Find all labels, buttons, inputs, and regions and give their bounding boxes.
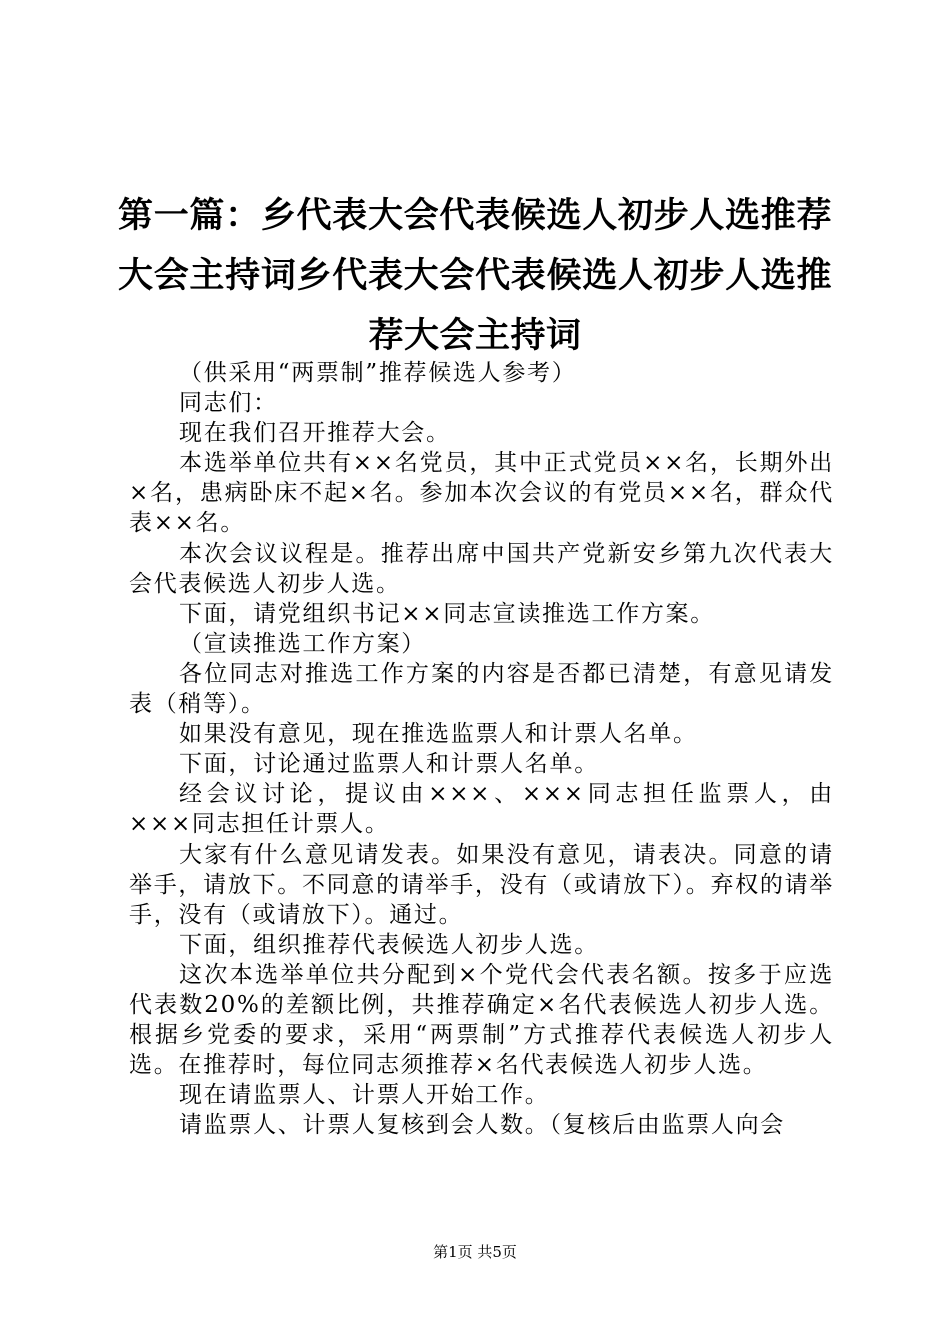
paragraph: 各位同志对推选工作方案的内容是否都已清楚，有意见请发表（稍等）。 bbox=[129, 660, 834, 718]
paragraph: 这次本选举单位共分配到×个党代会代表名额。按多于应选代表数20%的差额比例，共推荐确定×名代表候选人初步人选。根据乡党委的要求，采用“两票制”方式推荐代表候选人初步人选。在推荐时，每位同志须推荐×名代表候选人初步人选。 bbox=[129, 961, 834, 1079]
paragraph: 本次会议议程是。推荐出席中国共产党新安乡第九次代表大会代表候选人初步人选。 bbox=[129, 540, 834, 597]
document-body bbox=[129, 358, 834, 1140]
paragraph: （宣读推选工作方案） bbox=[179, 630, 426, 657]
paragraph: （供采用“两票制”推荐候选人参考） bbox=[179, 360, 577, 386]
paragraph: 下面，请党组织书记××同志宣读推选工作方案。 bbox=[179, 600, 715, 627]
paragraph: 现在请监票人、计票人开始工作。 bbox=[179, 1082, 550, 1109]
paragraph: 现在我们召开推荐大会。 bbox=[179, 420, 451, 447]
paragraph: 下面，组织推荐代表候选人初步人选。 bbox=[179, 931, 599, 958]
document-title: 第一篇：乡代表大会代表候选人初步人选推荐大会主持词乡代表大会代表候选人初步人选推荐大会主持词 bbox=[118, 196, 832, 356]
page-footer: 第1页 共5页 bbox=[433, 1243, 517, 1261]
paragraph: 本选举单位共有××名党员，其中正式党员××名，长期外出×名，患病卧床不起×名。参加本次会议的有党员××名，群众代表××名。 bbox=[129, 450, 834, 537]
paragraph: 请监票人、计票人复核到会人数。（复核后由监票人向会 bbox=[179, 1112, 785, 1139]
paragraph: 同志们： bbox=[179, 390, 278, 417]
paragraph: 大家有什么意见请发表。如果没有意见，请表决。同意的请举手，请放下。不同意的请举手，没有（或请放下）。弃权的请举手，没有（或请放下）。通过。 bbox=[129, 841, 834, 928]
paragraph: 经会议讨论，提议由×××、×××同志担任监票人，由×××同志担任计票人。 bbox=[129, 781, 834, 838]
paragraph: 下面，讨论通过监票人和计票人名单。 bbox=[179, 751, 599, 778]
paragraph: 如果没有意见，现在推选监票人和计票人名单。 bbox=[179, 721, 698, 748]
